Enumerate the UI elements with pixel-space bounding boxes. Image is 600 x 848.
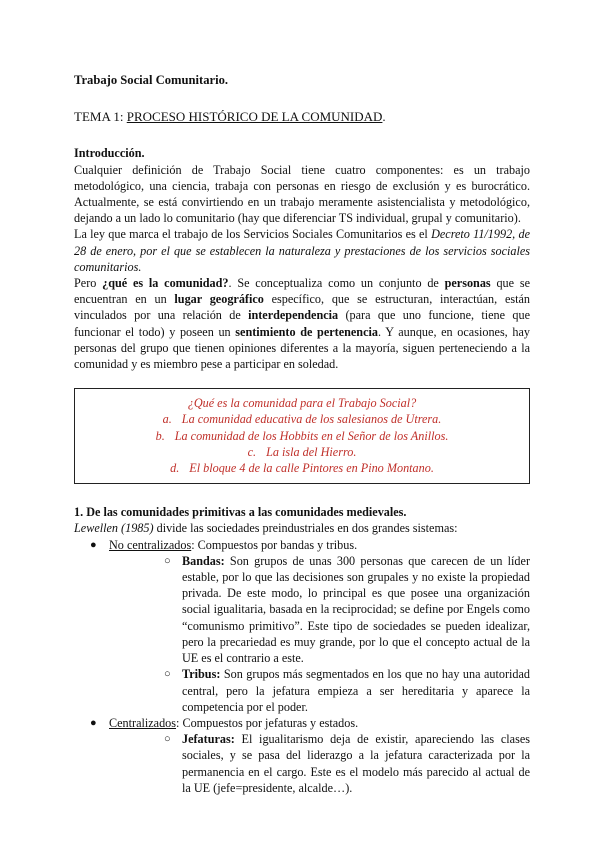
option-text: La comunidad educativa de los salesianos de Utrera. (181, 412, 442, 427)
intro-paragraph-3 (74, 275, 530, 372)
decree-citation: Decreto 11/1992, de 28 de enero, por el que se establecen la naturaleza y prestaciones de los servicios sociales comunitarios. (74, 227, 530, 274)
p3-text-k: . Y aunque, en ocasiones, hay personas del grupo que tienen opiniones diferentes a la mayoría, siguen perteneciendo a la comunidad y es miembro pese a participar en soledad. (74, 324, 530, 372)
option-letter: a. (162, 412, 172, 427)
p3-bold-question: ¿qué es la comunidad? (102, 276, 229, 291)
box-option (79, 411, 525, 427)
tema-heading (74, 109, 530, 125)
group-description: : Compuestos por bandas y tribus. (191, 537, 358, 552)
bullet-icon: ● (90, 716, 97, 729)
tema-prefix: TEMA 1: (74, 109, 127, 125)
p3-text-a: Pero (74, 276, 103, 291)
item-term: Jefaturas: (182, 732, 235, 747)
page-content (74, 72, 530, 796)
item-term: Bandas: (182, 553, 225, 568)
list-item (109, 553, 530, 666)
option-text: El bloque 4 de la calle Pintores en Pino Montano. (189, 461, 434, 476)
box-option (79, 444, 525, 460)
p3-text-c: . Se conceptualiza como un conjunto de (228, 276, 445, 291)
list-item (74, 715, 530, 796)
p3-bold-lugar: lugar geográfico (174, 292, 264, 307)
list-item (109, 666, 530, 715)
section-1-title: 1. De las comunidades primitivas a las comunidades medievales. (74, 505, 407, 520)
p3-bold-personas: personas (444, 276, 491, 291)
question-box (74, 388, 530, 484)
box-option (79, 460, 525, 476)
item-term: Tribus: (182, 667, 221, 682)
group-label: No centralizados (109, 537, 192, 552)
box-question: ¿Qué es la comunidad para el Trabajo Social? (187, 396, 417, 411)
intro-paragraph-1: Cualquier definición de Trabajo Social tiene cuatro componentes: es un trabajo metodológico, una ciencia, trabaja con personas en riesgo de exclusión y es burocrático. Actualmente, se está convirtiendo en un trabajo meramente asistencialista y metodológico, dejando a un lado lo comunitario (hay que diferenciar TS individual, grupal y comunitario). (74, 162, 530, 226)
sublist (109, 731, 530, 796)
item-text: Son grupos de unas 300 personas que carecen de un líder estable, por lo que las decisiones son grupales y no existe la propiedad privada. De este modo, lo principal es que posee una organización social igualitaria, basada en la reciprocidad; se define por Engels como “comunismo primitivo”. Este tipo de sociedades se pueden idealizar, pero la precariedad es muy grande, por lo que el concepto actual de la UE es el contrario a este. (182, 553, 530, 666)
section-1-intro-text: divide las sociedades preindustriales en dos grandes sistemas: (153, 521, 458, 536)
law-text: La ley que marca el trabajo de los Servicios Sociales Comunitarios es el (74, 227, 432, 242)
p3-bold-interdependencia: interdependencia (248, 308, 339, 323)
circle-bullet-icon: ○ (164, 668, 171, 681)
bullet-icon: ● (90, 538, 97, 551)
document-title: Trabajo Social Comunitario. (74, 73, 229, 87)
p3-text-g: específico, que se estructuran, interactúan, están vinculados por una relación de (74, 292, 530, 323)
group-description: : Compuestos por jefaturas y estados. (176, 715, 359, 730)
tema-title: PROCESO HISTÓRICO DE LA COMUNIDAD (126, 109, 383, 125)
intro-section (74, 145, 530, 372)
item-text: Son grupos más segmentados en los que no hay una autoridad central, pero la jefatura empieza a ser hereditaria y aparece la competencia por el poder. (182, 667, 530, 714)
systems-list (74, 537, 530, 796)
sublist (109, 553, 530, 715)
option-text: La isla del Hierro. (266, 444, 357, 459)
list-item (74, 537, 530, 715)
item-text: El igualitarismo deja de existir, apareciendo las clases sociales, y se pasa del liderazgo a la jefatura caracterizada por la permanencia en el cargo. Este es el modelo más parecido al actual de la UE (jefe=presidente, alcalde…). (182, 732, 530, 795)
circle-bullet-icon: ○ (164, 733, 171, 746)
option-letter: c. (247, 444, 257, 459)
p3-bold-sentimiento: sentimiento de pertenencia (235, 324, 378, 339)
option-letter: b. (155, 428, 165, 443)
section-1-intro (74, 520, 530, 536)
intro-paragraph-2 (74, 226, 530, 275)
tema-suffix: . (382, 109, 386, 125)
option-letter: d. (170, 461, 180, 476)
box-option (79, 428, 525, 444)
list-item (109, 731, 530, 796)
group-label: Centralizados (109, 715, 177, 730)
option-text: La comunidad de los Hobbits en el Señor de los Anillos. (174, 428, 449, 443)
author-citation: Lewellen (1985) (74, 521, 154, 536)
p3-text-i: (para que uno funcione, tiene que funcionar el todo) y poseen un (74, 308, 530, 339)
p3-text-e: que se encuentran en un (74, 276, 530, 307)
intro-heading: Introducción. (74, 146, 145, 161)
circle-bullet-icon: ○ (164, 554, 171, 567)
